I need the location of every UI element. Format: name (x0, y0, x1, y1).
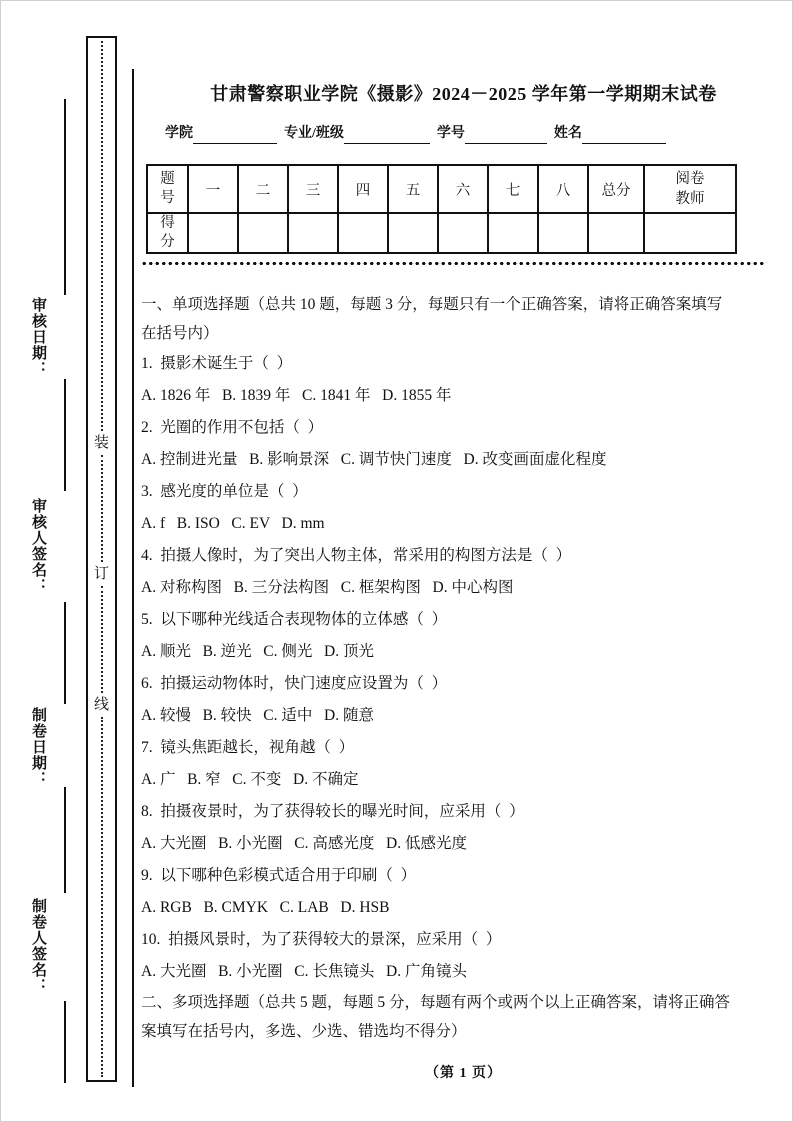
score-table-grader-cell (644, 165, 736, 213)
score-label: 得分 (160, 215, 175, 250)
score-cell-empty[interactable] (388, 213, 438, 253)
question-8-options: A. 大光圈 B. 小光圈 C. 高感光度 D. 低感光度 (141, 835, 467, 852)
score-cell-empty[interactable] (288, 213, 338, 253)
student-id-fill-line[interactable] (465, 126, 547, 144)
score-table-col-1: 一 (188, 165, 238, 213)
score-table-col-4: 四 (338, 165, 388, 213)
score-cell-empty[interactable] (188, 213, 238, 253)
dotted-binding-line (101, 717, 103, 1077)
binding-char-zhuang: 装 (93, 434, 109, 451)
fill-line (64, 99, 66, 295)
page-number: （第 1 页） (425, 1066, 502, 1081)
dotted-binding-line (101, 455, 103, 562)
question-3-stem: 3. 感光度的单位是（ ） (141, 483, 308, 500)
score-table-col-5: 五 (388, 165, 438, 213)
question-7-options: A. 广 B. 窄 C. 不变 D. 不确定 (141, 771, 359, 788)
score-cell-empty[interactable] (488, 213, 538, 253)
question-8-stem: 8. 拍摄夜景时，为了获得较长的曝光时间，应采用（ ） (141, 803, 525, 820)
papermaker-signature-label: 制卷人签名： (30, 898, 46, 994)
binding-char-ding: 订 (93, 565, 109, 582)
score-table-col-2: 二 (238, 165, 288, 213)
college-label: 学院 (165, 126, 193, 141)
major-class-fill-line[interactable] (344, 126, 430, 144)
score-table-col-7: 七 (488, 165, 538, 213)
major-class-label: 专业/班级 (284, 126, 344, 141)
score-table (146, 164, 737, 254)
score-cell-empty[interactable] (238, 213, 288, 253)
question-6-options: A. 较慢 B. 较快 C. 适中 D. 随意 (141, 707, 374, 724)
question-5-options: A. 顺光 B. 逆光 C. 侧光 D. 顶光 (141, 643, 374, 660)
review-date-label: 审核日期： (30, 297, 46, 377)
question-3-options: A. f B. ISO C. EV D. mm (141, 515, 325, 532)
score-table-corner-cell (147, 165, 188, 213)
college-fill-line[interactable] (193, 126, 277, 144)
score-cell-empty[interactable] (538, 213, 588, 253)
dotted-binding-line (101, 586, 103, 693)
score-cell-empty[interactable] (588, 213, 644, 253)
question-9-stem: 9. 以下哪种色彩模式适合用于印刷（ ） (141, 867, 417, 884)
score-cell-empty[interactable] (338, 213, 388, 253)
question-2-stem: 2. 光圈的作用不包括（ ） (141, 419, 324, 436)
question-body (141, 290, 786, 1046)
score-row (147, 213, 736, 253)
question-4-stem: 4. 拍摄人像时，为了突出人物主体，常采用的构图方法是（ ） (141, 547, 572, 564)
score-cell-empty[interactable] (644, 213, 736, 253)
binding-strip (86, 36, 117, 1082)
paper-content (141, 1, 786, 1122)
question-6-stem: 6. 拍摄运动物体时，快门速度应设置为（ ） (141, 675, 448, 692)
question-10-stem: 10. 拍摄风景时，为了获得较大的景深，应采用（ ） (141, 931, 502, 948)
section1-heading-line2: 在括号内） (141, 325, 219, 342)
papermaking-date-label: 制卷日期： (30, 707, 46, 787)
score-cell-empty[interactable] (438, 213, 488, 253)
binding-char-xian: 线 (93, 696, 109, 713)
fill-line (64, 787, 66, 893)
grader-label: 阅卷教师 (675, 171, 705, 207)
fill-line (64, 1001, 66, 1083)
question-9-options: A. RGB B. CMYK C. LAB D. HSB (141, 899, 390, 916)
question-4-options: A. 对称构图 B. 三分法构图 C. 框架构图 D. 中心构图 (141, 579, 514, 596)
question-5-stem: 5. 以下哪种光线适合表现物体的立体感（ ） (141, 611, 448, 628)
question-7-stem: 7. 镜头焦距越长，视角越（ ） (141, 739, 355, 756)
section2-heading-line2: 案填写在括号内，多选、少选、错选均不得分） (141, 1023, 467, 1040)
name-fill-line[interactable] (582, 126, 666, 144)
name-label: 姓名 (553, 126, 582, 141)
section2-heading-line1: 二、多项选择题（总共 5 题，每题 5 分，每题有两个或两个以上正确答案，请将正确答 (141, 994, 731, 1011)
score-table-col-total: 总分 (588, 165, 644, 213)
question-1-stem: 1. 摄影术诞生于（ ） (141, 355, 293, 372)
exam-title: 甘肃警察职业学院《摄影》2024－2025 学年第一学期期末试卷 (210, 84, 717, 104)
score-table-col-8: 八 (538, 165, 588, 213)
score-table-header-row (147, 165, 736, 213)
dotted-binding-line (101, 41, 103, 431)
score-table-col-3: 三 (288, 165, 338, 213)
fill-line (64, 379, 66, 491)
fill-line (64, 602, 66, 704)
question-1-options: A. 1826 年 B. 1839 年 C. 1841 年 D. 1855 年 (141, 387, 452, 404)
section1-heading-line1: 一、单项选择题（总共 10 题，每题 3 分，每题只有一个正确答案，请将正确答案填写 (141, 296, 723, 313)
content-left-rule (132, 69, 134, 1087)
question-10-options: A. 大光圈 B. 小光圈 C. 长焦镜头 D. 广角镜头 (141, 963, 467, 980)
question-2-options: A. 控制进光量 B. 影响景深 C. 调节快门速度 D. 改变画面虚化程度 (141, 451, 607, 468)
student-id-label: 学号 (436, 126, 465, 141)
reviewer-signature-label: 审核人签名： (30, 498, 46, 594)
corner-label: 题号 (160, 171, 175, 206)
score-label-cell (147, 213, 188, 253)
dotted-separator (141, 261, 765, 266)
student-info-row (141, 124, 786, 144)
score-table-col-6: 六 (438, 165, 488, 213)
